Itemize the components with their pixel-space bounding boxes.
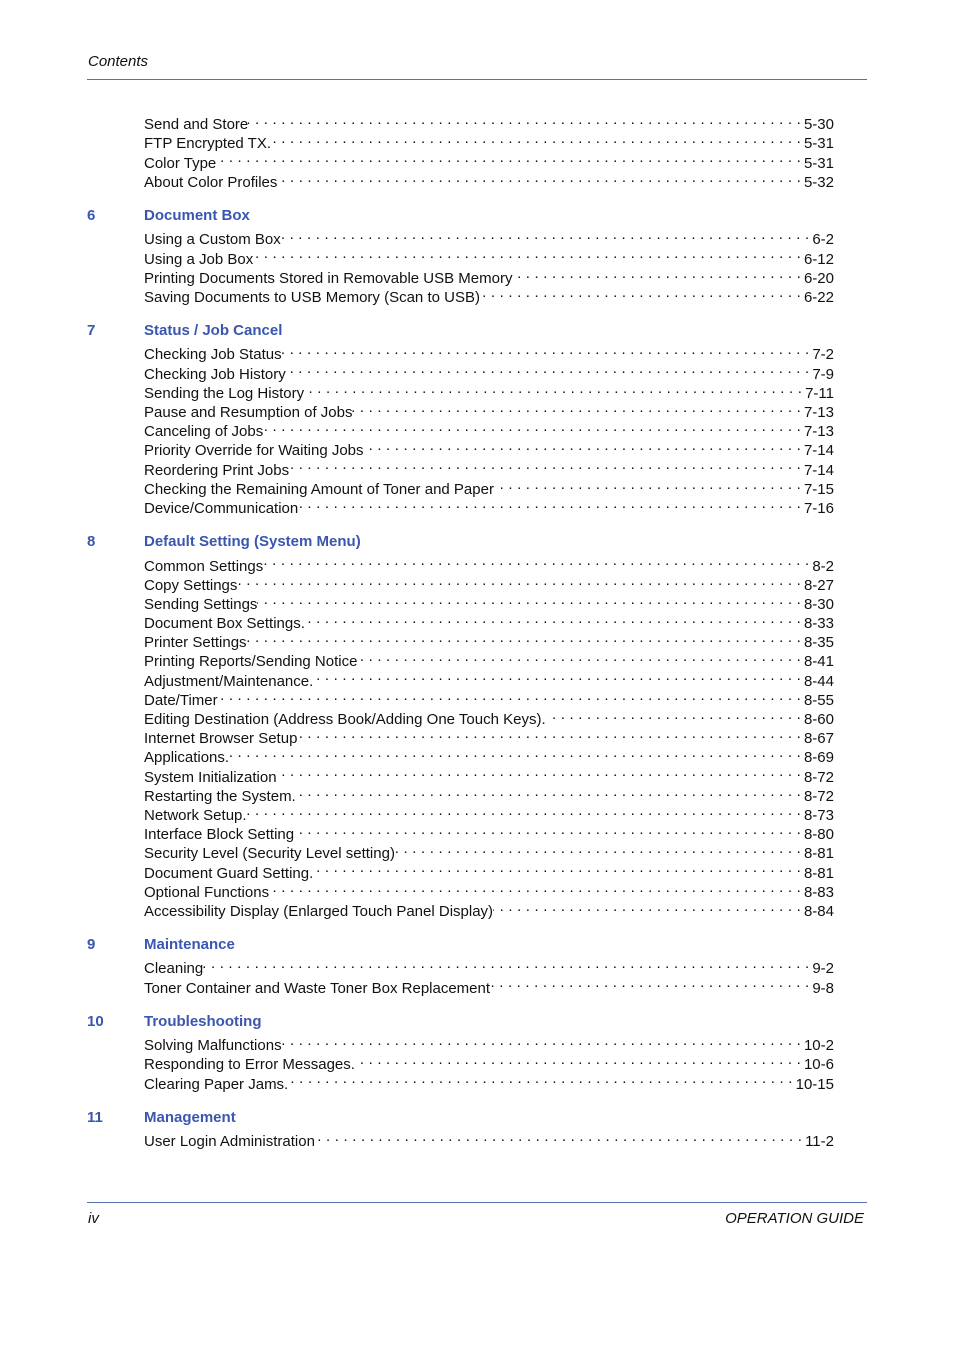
- entry-page-number: 6-2: [812, 231, 834, 249]
- dot-leader: [315, 1127, 802, 1146]
- dot-leader: [494, 475, 801, 494]
- header-title: Contents: [88, 53, 149, 70]
- toc-entry[interactable]: [144, 148, 834, 172]
- dot-leader: [269, 878, 801, 897]
- page-number: iv: [88, 1210, 99, 1227]
- entry-label: Sending Settings: [144, 595, 258, 613]
- toc-entry[interactable]: [144, 110, 834, 134]
- entry-page-number: 9-8: [812, 979, 834, 997]
- entry-label: Printing Reports/Sending Notice: [144, 653, 358, 671]
- entry-label: Send and Store: [144, 116, 249, 134]
- entry-label: Using a Job Box: [144, 250, 254, 268]
- entry-page-number: 7-13: [803, 423, 834, 441]
- page-footer: [87, 1202, 867, 1233]
- toc-entry[interactable]: [144, 762, 834, 786]
- entry-label: Accessibility Display (Enlarged Touch Panel Display): [144, 902, 494, 920]
- section-title[interactable]: Management: [144, 1108, 236, 1126]
- toc-entry[interactable]: [144, 225, 834, 249]
- section-heading[interactable]: [87, 206, 847, 225]
- entry-label: Editing Destination (Address Book/Adding One Touch Keys).: [144, 711, 546, 728]
- toc-entry[interactable]: [144, 551, 834, 575]
- entry-label: Toner Container and Waste Toner Box Replacement: [144, 979, 491, 997]
- entry-label: Reordering Print Jobs: [144, 461, 290, 479]
- toc-section: [87, 206, 847, 306]
- toc-entry[interactable]: [144, 973, 834, 997]
- entry-label: Network Setup.: [144, 806, 247, 824]
- dot-leader: [216, 148, 801, 167]
- dot-leader: [282, 1031, 801, 1050]
- dot-leader: [286, 359, 810, 378]
- entry-page-number: 5-31: [803, 154, 834, 172]
- entry-label: Saving Documents to USB Memory (Scan to USB): [144, 288, 480, 306]
- dot-leader: [305, 609, 801, 628]
- entry-page-number: 8-35: [803, 634, 834, 652]
- dot-leader: [298, 494, 801, 513]
- page-header: [87, 52, 867, 80]
- section-number: 7: [87, 322, 96, 340]
- entry-label: Pause and Resumption of Jobs: [144, 404, 353, 421]
- section-number: 9: [87, 936, 96, 954]
- entry-page-number: 7-13: [803, 404, 834, 421]
- toc-entry[interactable]: [144, 954, 834, 978]
- entry-label: Adjustment/Maintenance.: [144, 672, 314, 690]
- dot-leader: [218, 686, 801, 705]
- entry-label: Printing Documents Stored in Removable USB Memory: [144, 269, 513, 287]
- entry-page-number: 8-69: [803, 749, 834, 767]
- dot-leader: [357, 647, 801, 666]
- toc-entry[interactable]: [144, 801, 834, 824]
- entry-label: Device/Communication: [144, 499, 299, 517]
- dot-leader: [313, 858, 801, 877]
- entry-page-number: 8-80: [803, 826, 834, 844]
- entry-page-number: 8-81: [803, 845, 834, 863]
- dot-leader: [253, 244, 801, 263]
- dot-leader: [294, 820, 801, 839]
- entry-page-number: 8-84: [803, 902, 834, 920]
- dot-leader: [229, 743, 801, 762]
- dot-leader: [490, 973, 809, 992]
- dot-leader: [263, 551, 809, 570]
- toc-entry[interactable]: [144, 340, 834, 364]
- dot-leader: [203, 954, 809, 973]
- dot-leader: [352, 398, 801, 417]
- entry-page-number: 8-60: [803, 711, 834, 728]
- toc-section: [87, 532, 847, 920]
- dot-leader: [512, 264, 800, 283]
- entry-label: Printer Settings: [144, 634, 247, 652]
- dot-leader: [271, 129, 801, 148]
- entry-label: User Login Administration: [144, 1133, 315, 1151]
- entry-page-number: 10-15: [795, 1075, 834, 1093]
- toc-entry[interactable]: [144, 571, 834, 594]
- entry-page-number: 7-14: [803, 442, 834, 460]
- toc-entry[interactable]: [144, 168, 834, 191]
- dot-leader: [288, 1069, 792, 1088]
- entry-page-number: 5-31: [803, 135, 834, 153]
- entry-page-number: 5-32: [803, 173, 834, 191]
- dot-leader: [277, 762, 801, 781]
- section-number: 6: [87, 206, 96, 224]
- toc-entry[interactable]: [144, 590, 834, 613]
- entry-label: Document Box Settings.: [144, 615, 305, 633]
- guide-title: OPERATION GUIDE: [725, 1210, 864, 1227]
- section-title[interactable]: Status / Job Cancel: [144, 322, 283, 340]
- entry-label: Restarting the System.: [144, 787, 296, 805]
- entry-label: Optional Functions: [144, 883, 270, 901]
- section-heading[interactable]: [87, 1108, 847, 1127]
- toc-entry[interactable]: [144, 1127, 834, 1151]
- entry-page-number: 10-2: [803, 1037, 834, 1055]
- dot-leader: [304, 379, 802, 398]
- dot-leader: [296, 782, 801, 801]
- toc-section: [87, 321, 847, 517]
- dot-leader: [247, 628, 801, 647]
- section-heading[interactable]: [87, 1012, 847, 1031]
- entry-label: Internet Browser Setup: [144, 730, 298, 748]
- entry-page-number: 8-44: [803, 672, 834, 690]
- entry-label: Cleaning: [144, 960, 204, 978]
- entry-page-number: 8-55: [803, 691, 834, 709]
- dot-leader: [237, 571, 801, 590]
- dot-leader: [247, 801, 801, 820]
- section-title[interactable]: Maintenance: [144, 936, 235, 954]
- entry-page-number: 7-16: [803, 499, 834, 517]
- entry-page-number: 8-81: [803, 864, 834, 882]
- dot-leader: [263, 417, 801, 436]
- section-title[interactable]: Document Box: [144, 206, 250, 224]
- entry-page-number: 7-15: [803, 480, 834, 498]
- entry-label: FTP Encrypted TX.: [144, 135, 271, 153]
- dot-leader: [257, 590, 801, 609]
- dot-leader: [282, 340, 810, 359]
- dot-leader: [546, 705, 801, 724]
- dot-leader: [480, 283, 801, 302]
- entry-page-number: 7-14: [803, 461, 834, 479]
- toc-entry[interactable]: [144, 686, 834, 709]
- entry-label: Interface Block Setting: [144, 826, 295, 844]
- entry-label: Copy Settings: [144, 576, 238, 594]
- entry-page-number: 8-41: [803, 653, 834, 671]
- entry-label: Applications.: [144, 749, 230, 767]
- entry-page-number: 11-2: [805, 1133, 834, 1151]
- entry-page-number: 8-83: [803, 883, 834, 901]
- toc-section: [87, 110, 847, 191]
- entry-label: Security Level (Security Level setting): [144, 845, 395, 863]
- dot-leader: [289, 455, 801, 474]
- entry-label: Checking Job History: [144, 365, 286, 383]
- toc-entry[interactable]: [144, 743, 834, 767]
- entry-page-number: 10-6: [803, 1056, 834, 1074]
- section-heading[interactable]: [87, 321, 847, 340]
- toc-entry[interactable]: [144, 647, 834, 671]
- dot-leader: [355, 1050, 801, 1069]
- dot-leader: [493, 897, 801, 916]
- toc-entry[interactable]: [144, 1031, 834, 1055]
- dot-leader: [277, 168, 801, 187]
- dot-leader: [395, 839, 801, 858]
- entry-page-number: 7-11: [805, 384, 834, 402]
- entry-label: Solving Malfunctions: [144, 1037, 282, 1055]
- entry-label: Color Type: [144, 154, 217, 172]
- entry-label: Canceling of Jobs: [144, 423, 264, 441]
- entry-page-number: 6-22: [803, 288, 834, 306]
- entry-page-number: 7-2: [812, 346, 834, 364]
- entry-page-number: 8-2: [812, 557, 834, 575]
- entry-page-number: 8-27: [803, 576, 834, 594]
- entry-page-number: 6-12: [803, 250, 834, 268]
- entry-label: Document Guard Setting.: [144, 864, 314, 882]
- section-title[interactable]: Troubleshooting: [144, 1012, 262, 1030]
- entry-label: Priority Override for Waiting Jobs: [144, 442, 364, 460]
- entry-label: Responding to Error Messages.: [144, 1056, 355, 1074]
- entry-page-number: 8-67: [803, 730, 834, 748]
- entry-label: Clearing Paper Jams.: [144, 1075, 289, 1093]
- toc-section: [87, 1108, 847, 1151]
- entry-page-number: 5-30: [803, 116, 834, 134]
- entry-label: Common Settings: [144, 557, 264, 575]
- section-number: 10: [87, 1012, 104, 1030]
- toc-entry[interactable]: [144, 820, 834, 844]
- entry-label: Checking Job Status: [144, 346, 282, 364]
- dot-leader: [297, 724, 801, 743]
- dot-leader: [281, 225, 810, 244]
- entry-page-number: 8-33: [803, 615, 834, 633]
- dot-leader: [364, 436, 801, 455]
- entry-page-number: 9-2: [812, 960, 834, 978]
- entry-label: System Initialization: [144, 768, 277, 786]
- entry-page-number: 6-20: [803, 269, 834, 287]
- entry-label: Sending the Log History: [144, 384, 305, 402]
- entry-label: About Color Profiles: [144, 173, 278, 191]
- section-number: 11: [87, 1108, 103, 1126]
- toc-entry[interactable]: [144, 705, 834, 728]
- dot-leader: [313, 666, 801, 685]
- entry-page-number: 8-30: [803, 595, 834, 613]
- toc-section: [87, 935, 847, 997]
- section-title[interactable]: Default Setting (System Menu): [144, 533, 361, 551]
- entry-label: Using a Custom Box: [144, 231, 281, 249]
- toc-section: [87, 1012, 847, 1093]
- section-heading[interactable]: [87, 935, 847, 954]
- entry-page-number: 8-73: [803, 806, 834, 824]
- section-heading[interactable]: [87, 532, 847, 551]
- table-of-contents: [87, 110, 847, 1165]
- dot-leader: [248, 110, 801, 129]
- toc-entry[interactable]: [144, 628, 834, 652]
- section-number: 8: [87, 533, 96, 551]
- entry-page-number: 8-72: [803, 787, 834, 805]
- entry-label: Date/Timer: [144, 691, 218, 709]
- entry-label: Checking the Remaining Amount of Toner and Paper: [144, 480, 494, 498]
- entry-page-number: 7-9: [812, 365, 834, 383]
- entry-page-number: 8-72: [803, 768, 834, 786]
